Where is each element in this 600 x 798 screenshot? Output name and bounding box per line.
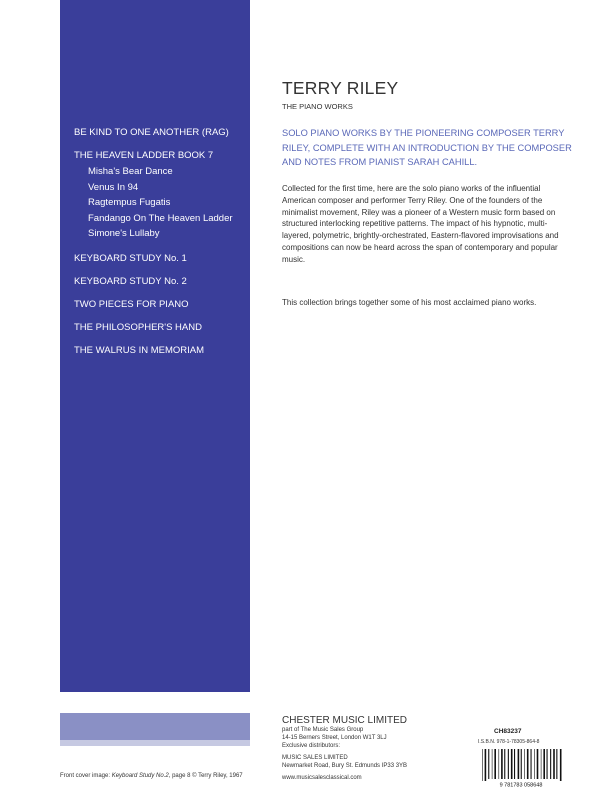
catalog-number: CH83237 (494, 728, 522, 735)
contents-item (74, 275, 248, 288)
publisher-line-5: Newmarket Road, Bury St. Edmunds IP33 3YB (282, 763, 408, 770)
publisher-block (282, 714, 482, 783)
publisher-line-2: 14-15 Berners Street, London W1T 3LJ (282, 734, 387, 741)
publisher-line-4: MUSIC SALES LIMITED (282, 755, 348, 762)
contents-item-label: THE PHILOSOPHER'S HAND (74, 321, 202, 333)
publisher-line-3: Exclusive distributors: (282, 742, 341, 749)
isbn: I.S.B.N. 978-1-78305-864-8 (478, 739, 540, 745)
contents-item (74, 252, 248, 265)
contents-sublist (88, 164, 248, 242)
contents-item (74, 344, 248, 357)
contents-subitem: Fandango On The Heaven Ladder (88, 212, 233, 224)
cover-credit-suffix: , page 8 © Terry Riley, 1967 (168, 773, 243, 779)
intro-text: SOLO PIANO WORKS BY THE PIONEERING COMPOSER TERRY RILEY, COMPLETE WITH AN INTRODUCTION BY THE COMPOSER AND NOTES FROM PIANIST SARAH CAHILL. (282, 128, 572, 167)
description-paragraph-2: This collection brings together some of his most acclaimed piano works. (282, 298, 537, 307)
page-subtitle: THE PIANO WORKS (282, 102, 353, 111)
contents-item (74, 321, 248, 334)
cover-credit (60, 773, 320, 779)
barcode (478, 748, 564, 788)
contents-subitem: Misha's Bear Dance (88, 166, 173, 177)
contents-item-label: TWO PIECES FOR PIANO (74, 298, 189, 310)
contents-item-label: THE HEAVEN LADDER BOOK 7 (74, 150, 214, 161)
contents-item (74, 149, 248, 242)
publisher-line-1: part of The Music Sales Group (282, 727, 364, 733)
page-title: TERRY RILEY (282, 78, 399, 98)
contents-item (74, 126, 248, 139)
contents-subitem: Venus In 94 (88, 181, 139, 193)
description-paragraph-1: Collected for the first time, here are the solo piano works of the influential American composer and performer Terry Riley. One of the founders of the minimalist movement, Riley was a pioneer of a Western music form based on structured interlocking repetitive patterns. The impact of his hypnotic, multi-layered, polymetric, brightly-orchestrated, Eastern-flavored improvisations and compositions can now be heard across the span of contemporary and popular music. (282, 184, 559, 264)
contents-panel (60, 0, 250, 692)
cover-credit-prefix: Front cover image: (60, 773, 112, 779)
publisher-url[interactable]: www.musicsalesclassical.com (282, 774, 362, 781)
contents-item-label: KEYBOARD STUDY No. 2 (74, 275, 187, 287)
contents-item-label: BE KIND TO ONE ANOTHER (RAG) (74, 127, 229, 138)
contents-subitem: Ragtempus Fugatis (88, 197, 171, 208)
publisher-name: CHESTER MUSIC LIMITED (282, 715, 408, 726)
contents-item-label: KEYBOARD STUDY No. 1 (74, 252, 187, 264)
contents-subitem: Simone's Lullaby (88, 228, 160, 239)
decorative-band-pale (60, 740, 250, 746)
cover-credit-work: Keyboard Study No.2 (111, 773, 169, 779)
contents-item (74, 298, 248, 311)
contents-list (74, 126, 248, 367)
barcode-digits: 9 781783 058648 (499, 782, 543, 788)
decorative-band (60, 713, 250, 740)
contents-item-label: THE WALRUS IN MEMORIAM (74, 344, 205, 356)
